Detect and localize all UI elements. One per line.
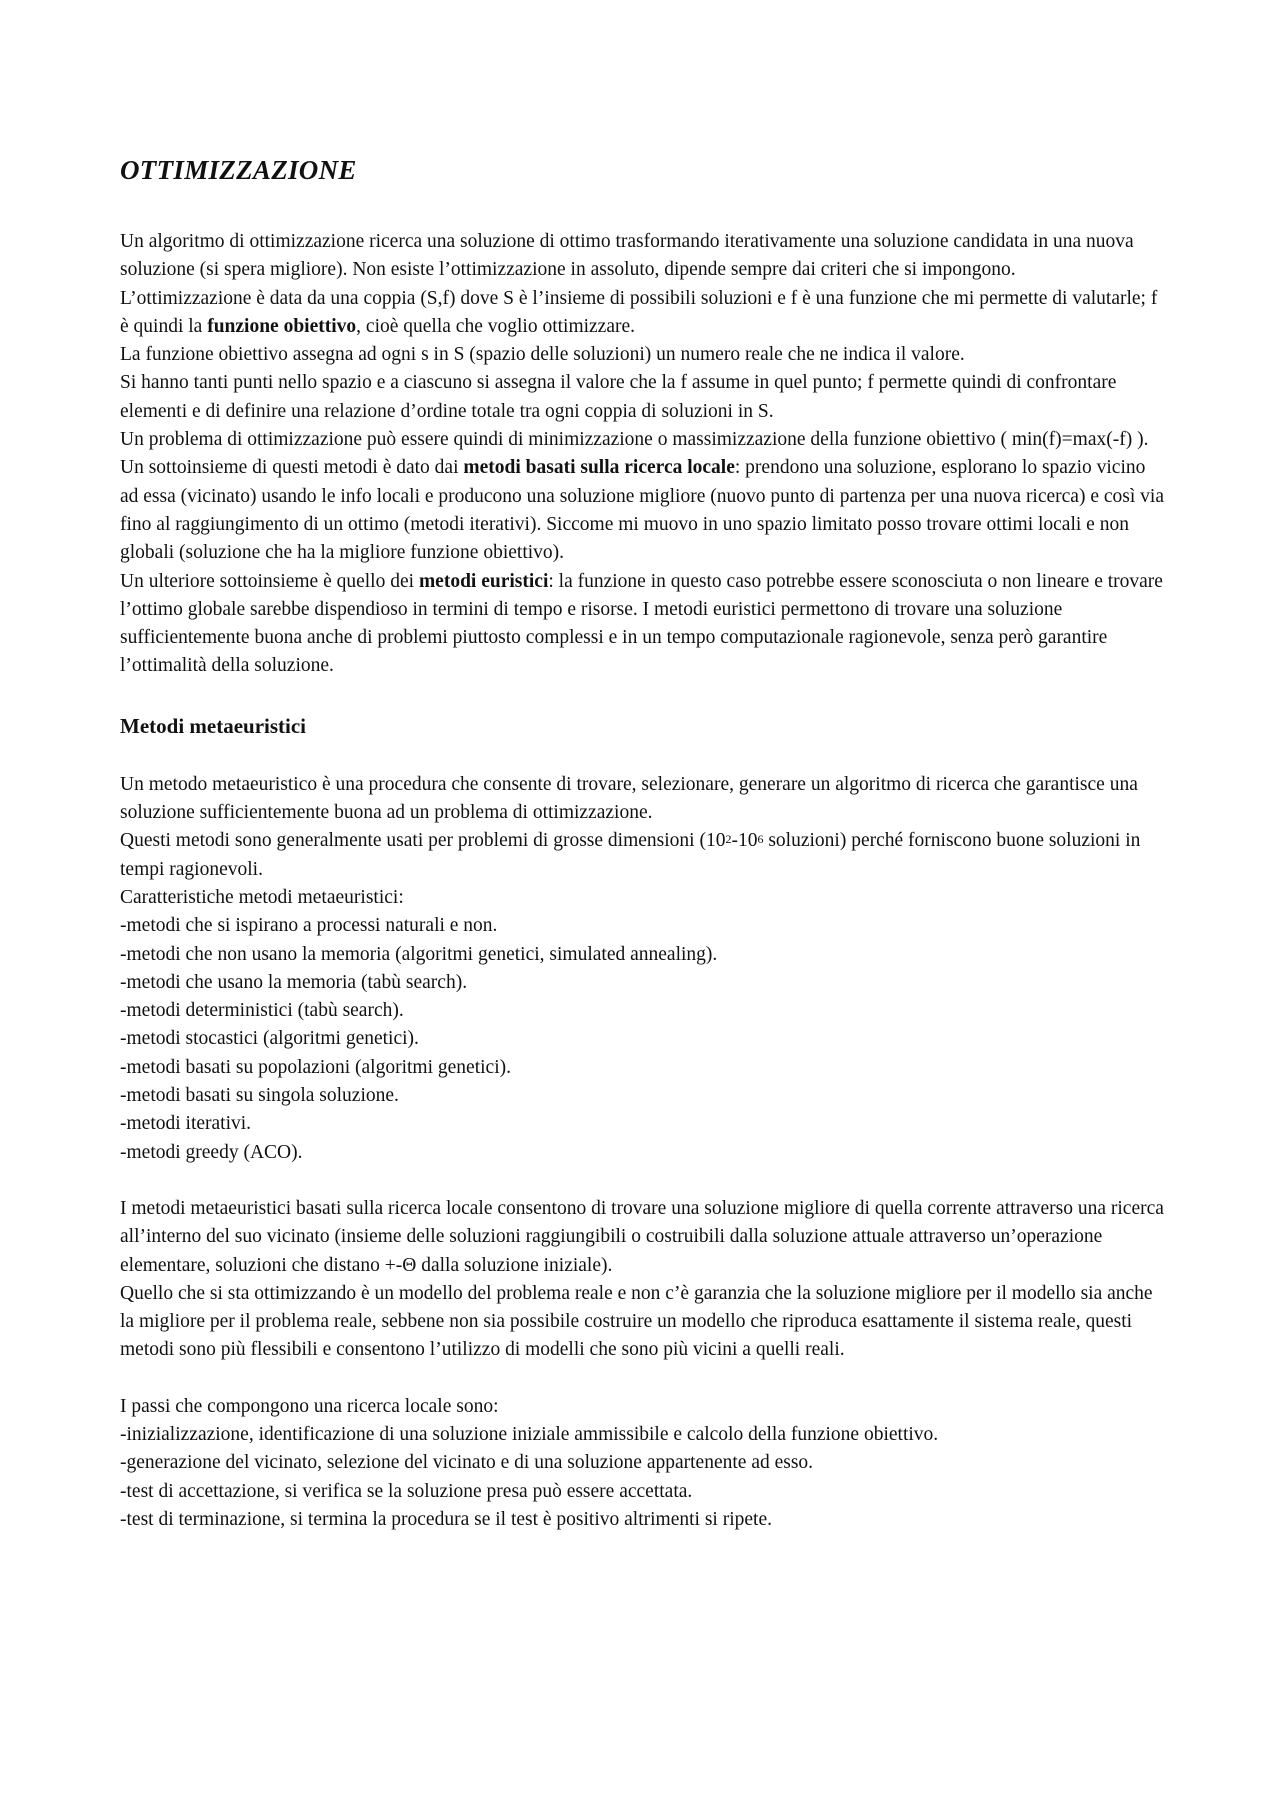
local-paragraph-2: Quello che si sta ottimizzando è un modello del problema reale e non c’è garanzia che la soluzione migliore per il modello sia anche la migliore per il problema reale, sebbene non sia possibile costruire un modello che riproduca esattamente il sistema reale, questi metodi sono più flessibili e consentono l’utilizzo di modelli che sono più vicini a quelli reali. bbox=[120, 1282, 1153, 1361]
intro-paragraph-7-text: Un ulteriore sottoinsieme è quello dei bbox=[120, 570, 419, 592]
intro-paragraph-4: Si hanno tanti punti nello spazio e a ciascuno si assegna il valore che la f assume in quel punto; f permette quindi di confrontare elementi e di definire una relazione d’ordine totale tra ogni coppia di soluzioni in S. bbox=[120, 372, 1117, 422]
steps-heading: I passi che compongono una ricerca locale sono: bbox=[120, 1395, 499, 1417]
heuristic-methods-term: metodi euristici bbox=[418, 570, 549, 592]
list-item: -test di terminazione, si termina la procedura se il test è positivo altrimenti si ripete. bbox=[120, 1508, 772, 1530]
list-item: -metodi deterministici (tabù search). bbox=[120, 1000, 404, 1022]
list-item: -metodi che non usano la memoria (algoritmi genetici, simulated annealing). bbox=[120, 943, 718, 965]
meta-paragraph-2-text: Questi metodi sono generalmente usati per problemi di grosse dimensioni (10 bbox=[120, 830, 726, 852]
intro-paragraph-1: Un algoritmo di ottimizzazione ricerca una soluzione di ottimo trasformando iterativamente una soluzione candidata in una nuova soluzione (si spera migliore). Non esiste l’ottimizzazione in assoluto, dipende sempre dai criteri che si impongono. bbox=[120, 231, 1134, 281]
intro-paragraph-6-text: Un sottoinsieme di questi metodi è dato dai bbox=[120, 457, 464, 479]
list-item: -metodi iterativi. bbox=[120, 1113, 252, 1135]
intro-paragraph-2 bbox=[120, 285, 1168, 342]
intro-paragraph-2-text: L’ottimizzazione è data da una coppia (S,f) dove S è l’insieme di possibili soluzioni e f è una funzione che mi permette di valutarle; f è quindi la bbox=[120, 287, 1158, 337]
local-search-section bbox=[120, 1195, 1168, 1365]
intro-paragraph-6 bbox=[120, 454, 1168, 567]
intro-paragraph-3: La funzione obiettivo assegna ad ogni s in S (spazio delle soluzioni) un numero reale che ne indica il valore. bbox=[120, 344, 965, 366]
list-item: -metodi basati su popolazioni (algoritmi genetici). bbox=[120, 1056, 511, 1078]
list-item: -test di accettazione, si verifica se la soluzione presa può essere accettata. bbox=[120, 1480, 693, 1502]
metaheuristics-section bbox=[120, 771, 1168, 1167]
document-page bbox=[120, 150, 1168, 1534]
list-item: -metodi che si ispirano a processi naturali e non. bbox=[120, 915, 498, 937]
intro-paragraph-5: Un problema di ottimizzazione può essere quindi di minimizzazione o massimizzazione della funzione obiettivo ( min(f)=max(-f) ). bbox=[120, 429, 1149, 451]
intro-paragraph-7 bbox=[120, 568, 1168, 681]
intro-paragraph-2-tail: , cioè quella che voglio ottimizzare. bbox=[356, 315, 636, 337]
list-item: -inizializzazione, identificazione di una soluzione iniziale ammissibile e calcolo della funzione obiettivo. bbox=[120, 1423, 939, 1445]
list-item: -metodi greedy (ACO). bbox=[120, 1141, 303, 1163]
meta-paragraph-1: Un metodo metaeuristico è una procedura che consente di trovare, selezionare, generare un algoritmo di ricerca che garantisce una soluzione sufficientemente buona ad un problema di ottimizzazione. bbox=[120, 773, 1138, 824]
local-paragraph-1: I metodi metaeuristici basati sulla ricerca locale consentono di trovare una soluzione migliore di quella corrente attraverso una ricerca all’interno del suo vicinato (insieme delle soluzioni raggiungibili o costruibili dalla soluzione attuale attraverso un’operazione elementare, soluzioni che distano +-Θ dalla soluzione iniziale). bbox=[120, 1197, 1164, 1276]
characteristics-list bbox=[120, 912, 1168, 1167]
list-item: -metodi che usano la memoria (tabù search). bbox=[120, 971, 468, 993]
steps-section bbox=[120, 1393, 1168, 1534]
objective-function-term: funzione obiettivo bbox=[207, 315, 357, 337]
meta-paragraph-2-mid: -10 bbox=[731, 830, 758, 852]
intro-paragraph-6-tail: : prendono una soluzione, esplorano lo spazio vicino ad essa (vicinato) usando le info locali e producono una soluzione migliore (nuovo punto di partenza per una nuova ricerca) e così via fino al raggiungimento di un ottimo (metodi iterativi). Siccome mi muovo in uno spazio limitato posso trovare ottimi locali e non globali (soluzione che ha la migliore funzione obiettivo). bbox=[120, 457, 1164, 564]
local-search-term: metodi basati sulla ricerca locale bbox=[463, 457, 735, 479]
document-title: OTTIMIZZAZIONE bbox=[120, 155, 357, 185]
intro-section bbox=[120, 228, 1168, 681]
steps-list bbox=[120, 1421, 1168, 1534]
exponent-2: 2 bbox=[725, 832, 732, 847]
meta-paragraph-2-tail: soluzioni) perché forniscono buone soluzioni in tempi ragionevoli. bbox=[120, 830, 1141, 880]
section-heading-metaheuristics: Metodi metaeuristici bbox=[120, 713, 307, 738]
meta-paragraph-2 bbox=[120, 827, 1168, 884]
characteristics-heading: Caratteristiche metodi metaeuristici: bbox=[120, 886, 404, 908]
list-item: -metodi basati su singola soluzione. bbox=[120, 1085, 399, 1107]
intro-paragraph-7-tail: : la funzione in questo caso potrebbe essere sconosciuta o non lineare e trovare l’ottimo globale sarebbe dispendioso in termini di tempo e risorse. I metodi euristici permettono di trovare una soluzione sufficientemente buona anche di problemi piuttosto complessi e in un tempo computazionale ragionevole, senza però garantire l’ottimalità della soluzione. bbox=[120, 570, 1163, 677]
list-item: -metodi stocastici (algoritmi genetici). bbox=[120, 1028, 419, 1050]
exponent-6: 6 bbox=[757, 832, 764, 847]
list-item: -generazione del vicinato, selezione del vicinato e di una soluzione appartenente ad esso. bbox=[120, 1452, 814, 1474]
